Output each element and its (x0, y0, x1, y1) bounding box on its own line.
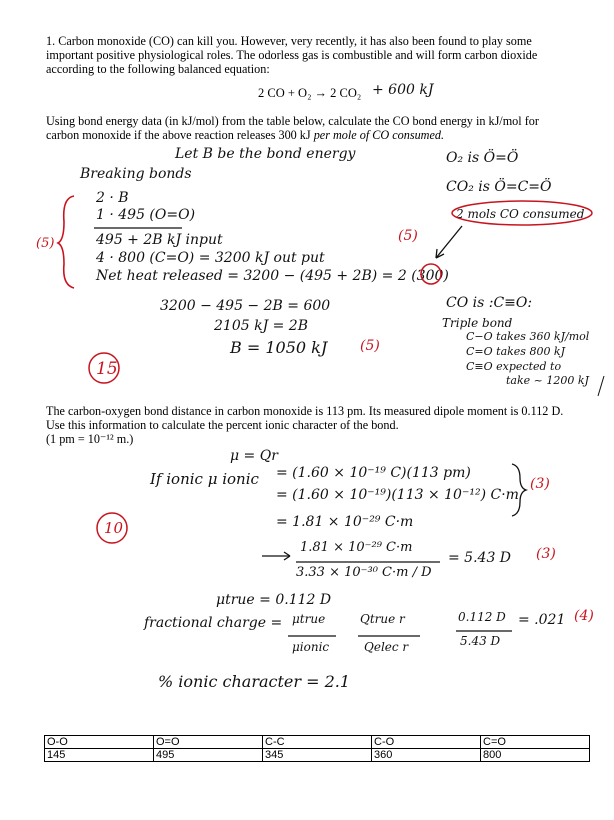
question-2-text: The carbon-oxygen bond distance in carbon monoxide is 113 pm. Its measured dipole moment is 0.112 D. Use this information to calculate the percent ionic character of the bond. (46, 404, 564, 432)
mu-true-line: μtrue = 0.112 D (216, 592, 332, 608)
moles-consumed-note: 2 mols CO consumed (456, 207, 585, 221)
calc-brace (512, 464, 526, 516)
score-margin: (5) (36, 236, 55, 251)
table-header-row (45, 736, 590, 749)
mu-definition: μ = Qr (230, 448, 278, 464)
step-2: 2105 kJ = 2B (214, 318, 309, 334)
ratio-1-denominator: μionic (292, 640, 330, 654)
score-c: (4) (574, 608, 594, 624)
table-cell: 145 (45, 749, 154, 762)
reaction-energy-note: + 600 kJ (372, 82, 434, 98)
table-cell: 800 (481, 749, 590, 762)
calc-line-2: = (1.60 × 10⁻¹⁹)(113 × 10⁻¹²) C·m (276, 487, 519, 503)
table-header-cell: C=O (481, 736, 590, 749)
two-circle (421, 264, 441, 284)
co2-structure: CO₂ is Ö=C=Ö (446, 179, 552, 195)
ratio-1-numerator: μtrue (292, 612, 326, 626)
calc-line-1: = (1.60 × 10⁻¹⁹ C)(113 pm) (276, 465, 471, 481)
percent-ionic-line: % ionic character = 2.1 (158, 672, 351, 691)
breaking-bonds-label: Breaking bonds (80, 166, 192, 182)
score-result: (5) (360, 338, 380, 354)
line-output: 4 · 800 (C=O) = 3200 kJ out put (96, 250, 325, 266)
net-heat-line: Net heat released = 3200 − (495 + 2B) = 2 (300) (96, 268, 449, 284)
moles-circle (452, 201, 592, 225)
score-10-circle (97, 513, 127, 543)
co-triple-note-2: take ~ 1200 kJ (506, 374, 589, 387)
question-2-note: (1 pm = 10⁻¹² m.) (46, 432, 134, 446)
table-cell: 495 (154, 749, 263, 762)
score-15-circle (89, 353, 119, 383)
score-b: (3) (536, 546, 556, 562)
conversion-numerator: 1.81 × 10⁻²⁹ C·m (300, 540, 413, 555)
score-a: (3) (530, 476, 550, 492)
line-2b: 2 · B (96, 190, 129, 206)
result-line: B = 1050 kJ (230, 338, 328, 357)
table-cell: 345 (263, 749, 372, 762)
table-header-cell: C-O (372, 736, 481, 749)
instructions-main: Using bond energy data (in kJ/mol) from the table below, calculate the CO bond energy in kJ/mol for carbon monoxide if the above reaction releases 300 kJ (46, 114, 539, 142)
ratio-2-numerator: Qtrue r (360, 612, 405, 626)
bond-energy-table (44, 735, 590, 762)
score-total-q2: 10 (104, 519, 124, 537)
reaction-equation: 2 CO + O₂ → 2 CO₂ (258, 86, 362, 100)
triple-bond-label: Triple bond (442, 316, 513, 330)
conversion-denominator: 3.33 × 10⁻³⁰ C·m / D (296, 565, 432, 580)
instructions-italic: per mole of CO consumed. (313, 128, 445, 142)
score-brace (58, 196, 74, 288)
question-1-text: 1. Carbon monoxide (CO) can kill you. However, very recently, it has also been found to play some important positive physiological roles. The odorless gas is combustible and will form carbon dioxide according to the following balanced equation: (46, 34, 538, 76)
co-triple-note: C≡O expected to (466, 360, 562, 373)
conversion-result: = 5.43 D (448, 550, 512, 566)
score-side: (5) (398, 228, 418, 244)
co-single-note: C−O takes 360 kJ/mol (466, 330, 590, 343)
let-statement: Let B be the bond energy (175, 146, 356, 162)
moles-arrow (436, 226, 462, 258)
table-header-cell: C-C (263, 736, 372, 749)
table-header-cell: O=O (154, 736, 263, 749)
ratio-2-denominator: Qelec r (364, 640, 409, 654)
calc-line-3: = 1.81 × 10⁻²⁹ C·m (276, 514, 414, 530)
if-ionic-label: If ionic μ ionic (150, 470, 259, 488)
table-header-cell: O-O (45, 736, 154, 749)
score-total-q1: 15 (96, 359, 118, 379)
ratio-3-numerator: 0.112 D (458, 610, 506, 624)
line-495: 1 · 495 (O=O) (96, 207, 196, 223)
table-cell: 360 (372, 749, 481, 762)
fractional-charge-label: fractional charge = (144, 615, 283, 631)
margin-tick (598, 376, 604, 396)
table-row (45, 749, 590, 762)
ratio-result: = .021 (518, 612, 566, 628)
step-1: 3200 − 495 − 2B = 600 (160, 298, 331, 314)
o2-structure: O₂ is Ö=Ö (446, 150, 519, 166)
co-structure: CO is :C≡O: (446, 295, 533, 311)
line-input: 495 + 2B kJ input (96, 232, 223, 248)
co-double-note: C=O takes 800 kJ (466, 345, 566, 358)
ratio-3-denominator: 5.43 D (460, 634, 501, 648)
